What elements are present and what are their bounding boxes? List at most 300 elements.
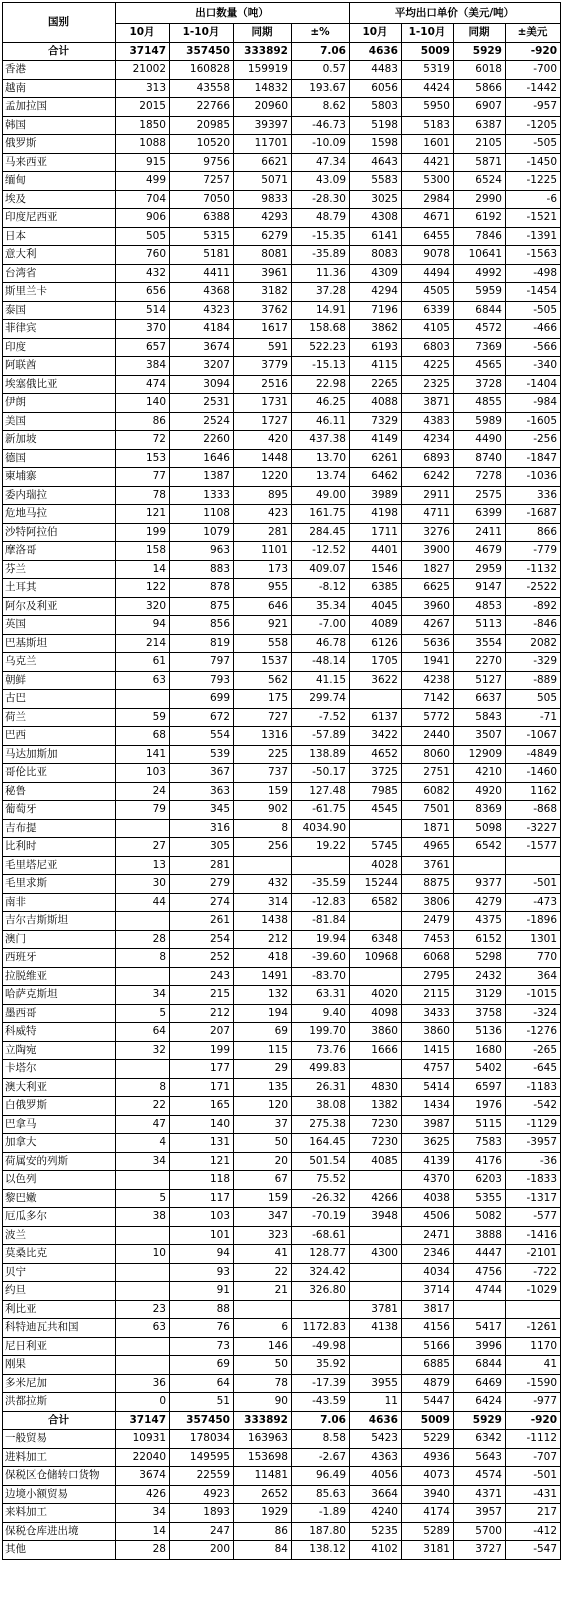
- price-change-usd-cell: -1261: [506, 1319, 561, 1338]
- qty-jan-oct-cell: 1333: [170, 486, 234, 505]
- price-jan-oct-cell: 1415: [402, 1041, 454, 1060]
- table-row: [3, 653, 561, 672]
- price-change-usd-cell: -340: [506, 357, 561, 376]
- qty-same-period-cell: 591: [234, 338, 292, 357]
- price-change-usd-cell: -1029: [506, 1282, 561, 1301]
- country-cell: 利比亚: [3, 1300, 116, 1319]
- price-oct-cell: [350, 690, 402, 709]
- price-oct-cell: 6462: [350, 468, 402, 487]
- price-jan-oct-cell: 2751: [402, 764, 454, 783]
- country-cell: 荷兰: [3, 708, 116, 727]
- country-cell: 芬兰: [3, 560, 116, 579]
- price-oct-cell: 4830: [350, 1078, 402, 1097]
- price-jan-oct-header: 1-10月: [402, 24, 454, 43]
- qty-same-period-cell: 11701: [234, 135, 292, 154]
- qty-change-pct-cell: -15.35: [292, 227, 350, 246]
- price-same-period-cell: 3507: [454, 727, 506, 746]
- price-same-period-cell: 6542: [454, 838, 506, 857]
- country-cell: 哥伦比亚: [3, 764, 116, 783]
- qty-jan-oct-cell: 3207: [170, 357, 234, 376]
- qty-change-pct-cell: -2.67: [292, 1448, 350, 1467]
- table-row: [3, 1374, 561, 1393]
- qty-oct-cell: 13: [116, 856, 170, 875]
- qty-change-pct-cell: 437.38: [292, 431, 350, 450]
- table-row: [3, 1300, 561, 1319]
- qty-change-pct-cell: 46.25: [292, 394, 350, 413]
- table-row: [3, 394, 561, 413]
- price-change-usd-cell: -505: [506, 135, 561, 154]
- price-jan-oct-cell: 4711: [402, 505, 454, 524]
- qty-oct-cell: 47: [116, 1115, 170, 1134]
- price-oct-cell: 3781: [350, 1300, 402, 1319]
- price-same-period-cell: 2990: [454, 190, 506, 209]
- qty-change-pct-cell: -17.39: [292, 1374, 350, 1393]
- price-same-period-cell: 6907: [454, 98, 506, 117]
- qty-change-pct-cell: 161.75: [292, 505, 350, 524]
- table-row: [3, 838, 561, 857]
- table-row: [3, 579, 561, 598]
- price-jan-oct-cell: 1601: [402, 135, 454, 154]
- qty-jan-oct-cell: 1079: [170, 523, 234, 542]
- table-row: [3, 986, 561, 1005]
- qty-oct-cell: 760: [116, 246, 170, 265]
- price-oct-cell: 4089: [350, 616, 402, 635]
- country-cell: 埃塞俄比亚: [3, 375, 116, 394]
- qty-change-pct-cell: 75.52: [292, 1171, 350, 1190]
- price-jan-oct-cell: 3625: [402, 1134, 454, 1153]
- price-oct-cell: 1705: [350, 653, 402, 672]
- qty-same-period-cell: 1727: [234, 412, 292, 431]
- price-oct-cell: 5745: [350, 838, 402, 857]
- qty-change-pct-cell: [292, 856, 350, 875]
- price-same-period-cell: 8740: [454, 449, 506, 468]
- qty-jan-oct-cell: 367: [170, 764, 234, 783]
- country-cell: 一般贸易: [3, 1430, 116, 1449]
- qty-oct-cell: 384: [116, 357, 170, 376]
- price-change-usd-cell: -1129: [506, 1115, 561, 1134]
- table-row: [3, 449, 561, 468]
- qty-change-pct-cell: 96.49: [292, 1467, 350, 1486]
- qty-oct-cell: 1088: [116, 135, 170, 154]
- country-cell: 孟加拉国: [3, 98, 116, 117]
- table-row: [3, 468, 561, 487]
- qty-same-period-cell: 3779: [234, 357, 292, 376]
- country-cell: 尼日利亚: [3, 1337, 116, 1356]
- country-cell: 波兰: [3, 1226, 116, 1245]
- price-change-usd-cell: -2101: [506, 1245, 561, 1264]
- qty-same-period-cell: 1448: [234, 449, 292, 468]
- qty-same-period-cell: 22: [234, 1263, 292, 1282]
- qty-oct-cell: 141: [116, 745, 170, 764]
- table-row: [3, 1467, 561, 1486]
- price-change-usd-cell: -1847: [506, 449, 561, 468]
- price-same-period-cell: 5929: [454, 42, 506, 61]
- price-jan-oct-cell: 3276: [402, 523, 454, 542]
- table-row: [3, 42, 561, 61]
- qty-change-pct-cell: -50.17: [292, 764, 350, 783]
- price-jan-oct-cell: 5009: [402, 1411, 454, 1430]
- table-row: [3, 1356, 561, 1375]
- qty-jan-oct-cell: 793: [170, 671, 234, 690]
- table-row: [3, 597, 561, 616]
- qty-same-period-cell: 347: [234, 1208, 292, 1227]
- price-jan-oct-cell: 3433: [402, 1004, 454, 1023]
- price-oct-cell: 1546: [350, 560, 402, 579]
- qty-jan-oct-cell: 3094: [170, 375, 234, 394]
- price-change-usd-cell: -256: [506, 431, 561, 450]
- qty-oct-cell: 30: [116, 875, 170, 894]
- qty-same-period-cell: 418: [234, 949, 292, 968]
- country-cell: 哈萨克斯坦: [3, 986, 116, 1005]
- qty-oct-cell: 432: [116, 264, 170, 283]
- price-same-period-cell: 9147: [454, 579, 506, 598]
- table-row: [3, 1041, 561, 1060]
- price-change-usd-cell: -1225: [506, 172, 561, 191]
- qty-jan-oct-cell: 178034: [170, 1430, 234, 1449]
- price-jan-oct-cell: 4234: [402, 431, 454, 450]
- qty-oct-cell: 199: [116, 523, 170, 542]
- qty-same-period-cell: 86: [234, 1522, 292, 1541]
- price-jan-oct-cell: 1871: [402, 819, 454, 838]
- country-cell: 来料加工: [3, 1504, 116, 1523]
- qty-same-period-cell: 921: [234, 616, 292, 635]
- table-row: [3, 1245, 561, 1264]
- price-same-period-cell: 4176: [454, 1152, 506, 1171]
- table-row: [3, 1430, 561, 1449]
- price-oct-cell: 1666: [350, 1041, 402, 1060]
- qty-change-pct-cell: -57.89: [292, 727, 350, 746]
- price-oct-cell: 6261: [350, 449, 402, 468]
- country-cell: 西班牙: [3, 949, 116, 968]
- price-same-period-cell: 6469: [454, 1374, 506, 1393]
- price-change-usd-cell: 1170: [506, 1337, 561, 1356]
- price-jan-oct-cell: 7501: [402, 801, 454, 820]
- qty-same-period-cell: [234, 1300, 292, 1319]
- price-change-usd-cell: -501: [506, 1467, 561, 1486]
- qty-change-pct-header: ±%: [292, 24, 350, 43]
- table-row: [3, 412, 561, 431]
- qty-change-pct-cell: 326.80: [292, 1282, 350, 1301]
- qty-change-pct-cell: -12.83: [292, 893, 350, 912]
- table-row: [3, 116, 561, 135]
- qty-same-period-cell: 153698: [234, 1448, 292, 1467]
- qty-same-period-cell: 78: [234, 1374, 292, 1393]
- price-change-usd-cell: -722: [506, 1263, 561, 1282]
- qty-change-pct-cell: 47.34: [292, 153, 350, 172]
- qty-oct-cell: 36: [116, 1374, 170, 1393]
- qty-oct-cell: 61: [116, 653, 170, 672]
- qty-change-pct-cell: -68.61: [292, 1226, 350, 1245]
- price-jan-oct-cell: 3817: [402, 1300, 454, 1319]
- price-oct-cell: 11: [350, 1393, 402, 1412]
- qty-jan-oct-cell: 4411: [170, 264, 234, 283]
- table-row: [3, 1504, 561, 1523]
- price-change-usd-cell: -984: [506, 394, 561, 413]
- table-row: [3, 1411, 561, 1430]
- table-row: [3, 1060, 561, 1079]
- qty-jan-oct-cell: 7050: [170, 190, 234, 209]
- country-cell: 乌克兰: [3, 653, 116, 672]
- table-row: [3, 246, 561, 265]
- qty-oct-cell: 4: [116, 1134, 170, 1153]
- qty-oct-cell: [116, 1171, 170, 1190]
- qty-jan-oct-cell: 1387: [170, 468, 234, 487]
- qty-same-period-cell: 67: [234, 1171, 292, 1190]
- qty-change-pct-cell: 8.62: [292, 98, 350, 117]
- qty-oct-cell: 5: [116, 1004, 170, 1023]
- country-cell: 立陶宛: [3, 1041, 116, 1060]
- qty-jan-oct-cell: 212: [170, 1004, 234, 1023]
- price-change-usd-cell: -6: [506, 190, 561, 209]
- price-change-usd-cell: -846: [506, 616, 561, 635]
- qty-oct-cell: 121: [116, 505, 170, 524]
- qty-change-pct-cell: 501.54: [292, 1152, 350, 1171]
- qty-same-period-header: 同期: [234, 24, 292, 43]
- qty-oct-cell: 499: [116, 172, 170, 191]
- qty-oct-cell: [116, 967, 170, 986]
- qty-same-period-cell: 20: [234, 1152, 292, 1171]
- qty-jan-oct-cell: 363: [170, 782, 234, 801]
- qty-jan-oct-cell: 171: [170, 1078, 234, 1097]
- price-same-period-cell: 6524: [454, 172, 506, 191]
- table-row: [3, 320, 561, 339]
- qty-jan-oct-cell: 160828: [170, 61, 234, 80]
- qty-same-period-cell: 41: [234, 1245, 292, 1264]
- price-jan-oct-cell: 3871: [402, 394, 454, 413]
- price-jan-oct-cell: 4424: [402, 79, 454, 98]
- table-row: [3, 764, 561, 783]
- qty-oct-cell: 28: [116, 1541, 170, 1560]
- price-oct-cell: 6126: [350, 634, 402, 653]
- qty-change-pct-cell: 409.07: [292, 560, 350, 579]
- price-change-usd-cell: -547: [506, 1541, 561, 1560]
- price-oct-cell: [350, 1282, 402, 1301]
- price-oct-cell: 7230: [350, 1115, 402, 1134]
- price-change-usd-cell: -431: [506, 1485, 561, 1504]
- price-change-usd-cell: 217: [506, 1504, 561, 1523]
- qty-jan-oct-cell: 3674: [170, 338, 234, 357]
- price-oct-cell: 6141: [350, 227, 402, 246]
- country-cell: 柬埔寨: [3, 468, 116, 487]
- price-change-usd-cell: [506, 856, 561, 875]
- price-change-usd-cell: 770: [506, 949, 561, 968]
- qty-change-pct-cell: -48.14: [292, 653, 350, 672]
- country-cell: 厄瓜多尔: [3, 1208, 116, 1227]
- price-same-period-cell: 4992: [454, 264, 506, 283]
- qty-change-pct-cell: -26.32: [292, 1189, 350, 1208]
- qty-jan-oct-cell: 6388: [170, 209, 234, 228]
- qty-jan-oct-cell: 4323: [170, 301, 234, 320]
- qty-jan-oct-cell: 247: [170, 1522, 234, 1541]
- price-same-period-cell: 3727: [454, 1541, 506, 1560]
- price-same-period-cell: 2411: [454, 523, 506, 542]
- qty-change-pct-cell: 324.42: [292, 1263, 350, 1282]
- price-same-period-cell: 5989: [454, 412, 506, 431]
- price-same-period-cell: 6203: [454, 1171, 506, 1190]
- country-cell: 加拿大: [3, 1134, 116, 1153]
- table-row: [3, 671, 561, 690]
- table-row: [3, 375, 561, 394]
- price-oct-cell: 3948: [350, 1208, 402, 1227]
- qty-same-period-cell: 135: [234, 1078, 292, 1097]
- price-oct-cell: 4088: [350, 394, 402, 413]
- price-jan-oct-cell: 5414: [402, 1078, 454, 1097]
- qty-same-period-cell: 194: [234, 1004, 292, 1023]
- qty-change-pct-cell: -43.59: [292, 1393, 350, 1412]
- price-same-period-cell: 5298: [454, 949, 506, 968]
- qty-same-period-cell: 558: [234, 634, 292, 653]
- price-change-usd-cell: 1162: [506, 782, 561, 801]
- price-change-usd-cell: -1833: [506, 1171, 561, 1190]
- qty-oct-cell: 426: [116, 1485, 170, 1504]
- price-oct-cell: 4309: [350, 264, 402, 283]
- table-row: [3, 301, 561, 320]
- price-jan-oct-cell: 4370: [402, 1171, 454, 1190]
- price-jan-oct-cell: 5183: [402, 116, 454, 135]
- qty-jan-oct-cell: 281: [170, 856, 234, 875]
- qty-same-period-cell: 902: [234, 801, 292, 820]
- price-same-period-cell: 1976: [454, 1097, 506, 1116]
- qty-change-pct-cell: -7.00: [292, 616, 350, 635]
- table-row: [3, 357, 561, 376]
- country-cell: 莫桑比克: [3, 1245, 116, 1264]
- qty-change-pct-cell: 8.58: [292, 1430, 350, 1449]
- price-oct-cell: [350, 819, 402, 838]
- price-oct-cell: 5198: [350, 116, 402, 135]
- qty-jan-oct-cell: 878: [170, 579, 234, 598]
- country-cell: 约旦: [3, 1282, 116, 1301]
- price-jan-oct-cell: 4034: [402, 1263, 454, 1282]
- price-change-usd-cell: -466: [506, 320, 561, 339]
- price-change-usd-cell: 364: [506, 967, 561, 986]
- qty-change-pct-cell: 275.38: [292, 1115, 350, 1134]
- price-same-period-cell: 5115: [454, 1115, 506, 1134]
- table-row: [3, 912, 561, 931]
- qty-oct-cell: 5: [116, 1189, 170, 1208]
- qty-same-period-cell: 37: [234, 1115, 292, 1134]
- qty-jan-oct-cell: 22559: [170, 1467, 234, 1486]
- country-cell: 危地马拉: [3, 505, 116, 524]
- qty-jan-oct-cell: 10520: [170, 135, 234, 154]
- country-cell: 马达加斯加: [3, 745, 116, 764]
- qty-oct-cell: 8: [116, 949, 170, 968]
- qty-jan-oct-cell: 117: [170, 1189, 234, 1208]
- table-row: [3, 801, 561, 820]
- price-change-usd-cell: -4849: [506, 745, 561, 764]
- qty-oct-cell: 657: [116, 338, 170, 357]
- price-same-period-cell: 4371: [454, 1485, 506, 1504]
- qty-oct-cell: 158: [116, 542, 170, 561]
- qty-oct-cell: 86: [116, 412, 170, 431]
- table-row: [3, 560, 561, 579]
- price-same-period-cell: 6424: [454, 1393, 506, 1412]
- price-change-usd-cell: -577: [506, 1208, 561, 1227]
- price-same-period-cell: 4853: [454, 597, 506, 616]
- qty-same-period-cell: 225: [234, 745, 292, 764]
- table-row: [3, 616, 561, 635]
- price-jan-oct-cell: 4879: [402, 1374, 454, 1393]
- qty-same-period-cell: 323: [234, 1226, 292, 1245]
- country-cell: 斯里兰卡: [3, 283, 116, 302]
- table-row: [3, 1263, 561, 1282]
- qty-oct-cell: 514: [116, 301, 170, 320]
- price-same-period-cell: 5700: [454, 1522, 506, 1541]
- qty-change-pct-cell: [292, 1300, 350, 1319]
- price-same-period-cell: 4490: [454, 431, 506, 450]
- table-row: [3, 690, 561, 709]
- price-same-period-cell: 4572: [454, 320, 506, 339]
- price-oct-cell: 3422: [350, 727, 402, 746]
- price-same-period-cell: 1680: [454, 1041, 506, 1060]
- price-jan-oct-cell: 3761: [402, 856, 454, 875]
- table-row: [3, 930, 561, 949]
- qty-same-period-cell: 159: [234, 1189, 292, 1208]
- price-change-usd-cell: -71: [506, 708, 561, 727]
- qty-jan-oct-cell: 305: [170, 838, 234, 857]
- price-change-usd-cell: -1015: [506, 986, 561, 1005]
- qty-jan-oct-cell: 20985: [170, 116, 234, 135]
- qty-same-period-cell: 432: [234, 875, 292, 894]
- price-jan-oct-cell: 5319: [402, 61, 454, 80]
- qty-same-period-cell: 146: [234, 1337, 292, 1356]
- price-jan-oct-cell: 1941: [402, 653, 454, 672]
- price-same-period-cell: 5929: [454, 1411, 506, 1430]
- price-oct-cell: [350, 1060, 402, 1079]
- country-cell: 意大利: [3, 246, 116, 265]
- price-jan-oct-cell: 6625: [402, 579, 454, 598]
- price-change-usd-cell: -779: [506, 542, 561, 561]
- price-jan-oct-cell: 5300: [402, 172, 454, 191]
- price-oct-cell: [350, 912, 402, 931]
- price-change-usd-header: ±美元: [506, 24, 561, 43]
- price-same-period-cell: 5127: [454, 671, 506, 690]
- qty-change-pct-cell: 0.57: [292, 61, 350, 80]
- country-cell: 科威特: [3, 1023, 116, 1042]
- price-jan-oct-cell: 6242: [402, 468, 454, 487]
- qty-oct-cell: 14: [116, 1522, 170, 1541]
- table-row: [3, 135, 561, 154]
- qty-same-period-cell: 5071: [234, 172, 292, 191]
- price-jan-oct-cell: 7142: [402, 690, 454, 709]
- qty-jan-oct-cell: 357450: [170, 1411, 234, 1430]
- qty-same-period-cell: 14832: [234, 79, 292, 98]
- qty-change-pct-cell: -7.52: [292, 708, 350, 727]
- price-oct-cell: 4028: [350, 856, 402, 875]
- price-change-usd-cell: -501: [506, 875, 561, 894]
- qty-jan-oct-cell: 73: [170, 1337, 234, 1356]
- price-same-period-cell: 5417: [454, 1319, 506, 1338]
- price-jan-oct-cell: 8875: [402, 875, 454, 894]
- qty-jan-oct-cell: 215: [170, 986, 234, 1005]
- qty-same-period-cell: 256: [234, 838, 292, 857]
- price-jan-oct-cell: 5950: [402, 98, 454, 117]
- price-oct-cell: [350, 1171, 402, 1190]
- table-row: [3, 1134, 561, 1153]
- country-cell: 以色列: [3, 1171, 116, 1190]
- qty-jan-oct-cell: 149595: [170, 1448, 234, 1467]
- qty-jan-oct-cell: 261: [170, 912, 234, 931]
- table-row: [3, 264, 561, 283]
- price-oct-cell: [350, 1356, 402, 1375]
- qty-change-pct-cell: -10.09: [292, 135, 350, 154]
- qty-jan-oct-cell: 4923: [170, 1485, 234, 1504]
- qty-oct-cell: [116, 819, 170, 838]
- qty-same-period-cell: 175: [234, 690, 292, 709]
- qty-change-pct-cell: 9.40: [292, 1004, 350, 1023]
- price-same-period-cell: 2270: [454, 653, 506, 672]
- qty-same-period-cell: 90: [234, 1393, 292, 1412]
- country-cell: 印度尼西亚: [3, 209, 116, 228]
